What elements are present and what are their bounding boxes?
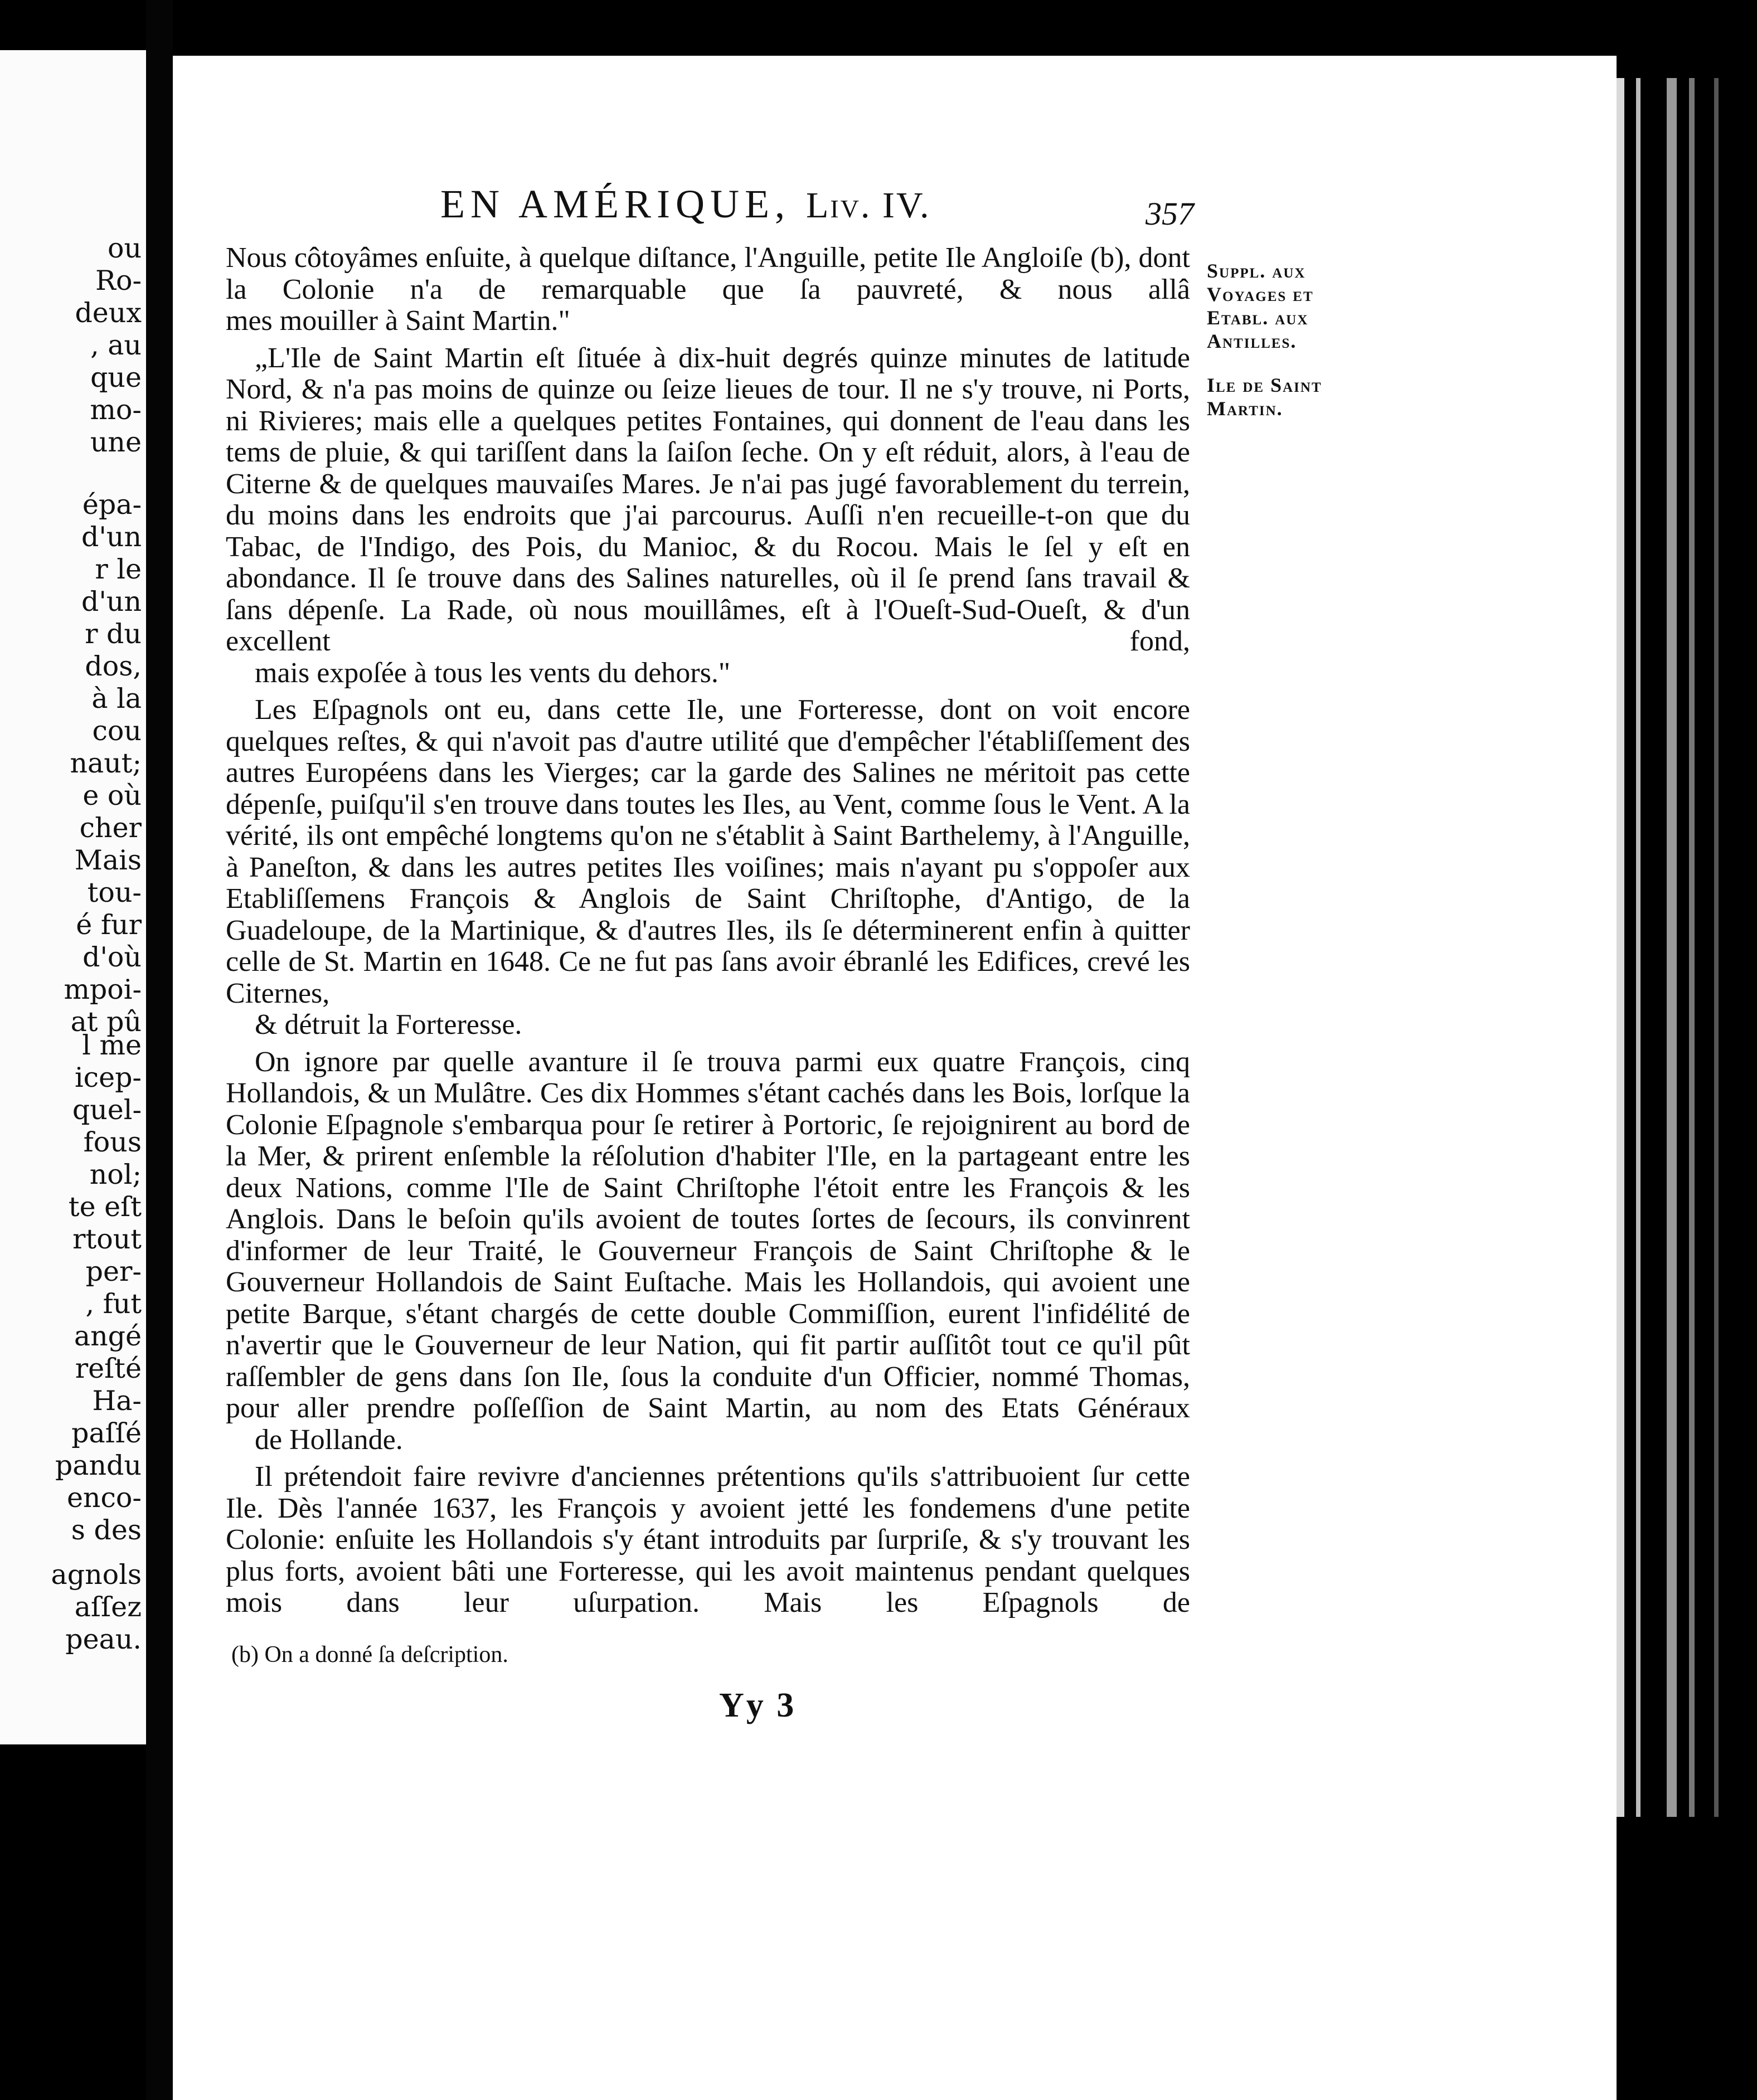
- left-page-line: e où: [82, 780, 142, 811]
- main-text: [226, 242, 1190, 1625]
- running-head: [440, 181, 930, 227]
- left-page-line: à la: [91, 683, 142, 714]
- left-page-line: angé: [74, 1320, 142, 1352]
- sidenote-supplement: Suppl. aux Voyages et Etabl. aux Antilles.: [1207, 260, 1314, 352]
- left-page-line: dos,: [85, 650, 142, 682]
- left-page-line: cher: [79, 812, 142, 844]
- paragraph-5: Il prétendoit faire revivre d'anciennes prétentions qu'ils s'attribuoient ſur cette Ile. Dès l'année 1637, les François y avoient jetté les fondemens d'une petite Colonie: enſuite les Hollandois s'y étant introduits par ſurpriſe, & s'y trouvant les plus forts, avoient bâti une Forteresse, qui les avoit maintenus pendant quelques mois dans leur uſurpation. Mais les Eſpagnols de: [226, 1461, 1190, 1618]
- left-page-line: pandu: [55, 1450, 142, 1481]
- left-page-line: aſſez: [74, 1591, 142, 1623]
- signature-mark: Yy 3: [719, 1686, 797, 1724]
- left-page-line: naut;: [70, 747, 142, 779]
- left-page-line: ou: [107, 232, 142, 264]
- left-page-line: enco-: [66, 1482, 142, 1514]
- paragraph-1: Nous côtoyâmes enſuite, à quelque diſtance, l'Anguille, petite Ile Angloiſe (b), dont la Colonie n'a de remarquable que ſa pauvreté, & nous allâ mes mouiller à Saint Martin.": [226, 242, 1190, 337]
- left-page-line: mo-: [90, 394, 142, 426]
- page-number: 357: [1146, 196, 1194, 232]
- left-page-line: , au: [90, 329, 142, 361]
- left-page-line: icep-: [74, 1062, 142, 1093]
- left-page-line: rtout: [72, 1223, 142, 1255]
- left-page-line: fous: [83, 1126, 142, 1158]
- running-head-title: EN AMÉRIQUE,: [440, 182, 790, 226]
- left-page-line: r du: [85, 618, 142, 650]
- left-page-line: agnols: [51, 1559, 142, 1591]
- left-page-line: at pû: [70, 1006, 142, 1038]
- page-edge: [1689, 78, 1695, 1817]
- left-page-line: mpoi-: [64, 974, 142, 1005]
- left-page-line: d'un: [81, 586, 142, 618]
- left-page-line: Ro-: [95, 265, 142, 296]
- left-page-line: tou-: [87, 877, 142, 908]
- left-page-line: deux: [75, 297, 142, 329]
- left-page-line: nol;: [89, 1159, 142, 1190]
- left-page-line: paſſé: [71, 1417, 142, 1449]
- left-page-line: Ha-: [92, 1385, 142, 1417]
- left-page-line: d'un: [81, 521, 142, 553]
- page-edge: [1667, 78, 1677, 1817]
- paragraph-2: „L'Ile de Saint Martin eſt ſituée à dix-huit degrés quinze minutes de latitude Nord, & n'a pas moins de quinze ou ſeize lieues de tour. Il ne s'y trouve, ni Ports, ni Rivieres; mais elle a quelques petites Fontaines, qui donnent de l'eau dans les tems de pluie, & qui tariſſent dans la ſaiſon ſeche. On y eſt réduit, alors, à l'eau de Citerne & de quelques mauvaiſes Mares. Je n'ai pas jugé favorablement du terrein, du moins dans les endroits que j'ai parcourus. Auſſi n'en recueille-t-on que du Tabac, de l'Indigo, des Pois, du Manioc, & du Rocou. Mais le ſel y eſt en abondance. Il ſe trouve dans des Salines naturelles, où il ſe prend ſans travail & ſans dépenſe. La Rade, où nous mouillâmes, eſt à l'Oueſt-Sud-Oueſt, & d'un excellent fond, mais expoſée à tous les vents du dehors.": [226, 342, 1190, 689]
- paragraph-3: Les Eſpagnols ont eu, dans cette Ile, une Forteresse, dont on voit encore quelques reſtes, & qui n'avoit pas d'autre utilité que d'empêcher l'établiſſement des autres Européens dans les Vierges; car la garde des Salines ne méritoit pas cette dépenſe, puiſqu'il s'en trouve dans toutes les Iles, au Vent, comme ſous le Vent. A la vérité, ils ont empêché longtems qu'on ne s'établit à Saint Barthelemy, à l'Anguille, à Paneſton, & dans les autres petites Iles voiſines; mais n'ayant pu s'oppoſer aux Etabliſſemens François & Anglois de Saint Chriſtophe, d'Antigo, de la Guadeloupe, de la Martinique, & d'autres Iles, ils ſe déterminerent enfin à quitter celle de St. Martin en 1648. Ce ne fut pas ſans avoir ébranlé les Edifices, crevé les Citernes, & détruit la Forteresse.: [226, 694, 1190, 1041]
- left-page-line: é fur: [76, 909, 142, 941]
- left-page-line: cou: [92, 715, 142, 747]
- left-page-fragment: [0, 50, 146, 1744]
- paragraph-4: On ignore par quelle avanture il ſe trouva parmi eux quatre François, cinq Hollandois, & un Mulâtre. Ces dix Hommes s'étant cachés dans les Bois, lorſque la Colonie Eſpagnole s'embarqua pour ſe retirer à Portoric, ſe rejoignirent au bord de la Mer, & prirent enſemble la réſolution d'habiter l'Ile, en la partageant entre les deux Nations, comme l'Ile de Saint Chriſtophe l'étoit entre les François & les Anglois. Dans le beſoin qu'ils avoient de toutes ſortes de ſecours, ils convinrent d'informer de leur Traité, le Gouverneur François de Saint Chriſtophe & le Gouverneur Hollandois de Saint Euſtache. Mais les Hollandois, qui avoient une petite Barque, s'étant chargés de cette double Commiſſion, eurent l'infidélité de n'avertir que le Gouverneur de leur Nation, qui fit partir auſſitôt tout ce qu'il pût raſſembler de gens dans ſon Ile, ſous la conduite d'un Officier, nommé Thomas, pour aller prendre poſſeſſion de Saint Martin, au nom des Etats Généraux de Hollande.: [226, 1046, 1190, 1456]
- left-page-line: peau.: [65, 1623, 142, 1655]
- left-page-line: quel-: [72, 1094, 142, 1126]
- left-page-line: per-: [85, 1256, 142, 1287]
- left-page-line: Mais: [74, 844, 142, 876]
- left-page-line: r le: [95, 553, 142, 585]
- left-page-line: te eſt: [68, 1191, 142, 1223]
- left-page-line: que: [90, 362, 142, 393]
- running-head-book: Liv. IV.: [805, 185, 931, 226]
- left-page-line: une: [90, 426, 142, 458]
- page-edge: [1714, 78, 1719, 1817]
- left-page-line: , fut: [85, 1288, 142, 1320]
- page-edge: [1617, 78, 1624, 1817]
- page-edge: [1636, 78, 1640, 1817]
- left-page-line: l me: [82, 1029, 142, 1061]
- left-page-line: reſté: [75, 1353, 142, 1384]
- sidenote-saint-martin: Ile de Saint Martin.: [1207, 374, 1322, 420]
- left-page-line: d'où: [82, 941, 142, 973]
- footnote: (b) On a donné ſa deſcription.: [231, 1642, 508, 1668]
- book-gutter: [146, 0, 173, 2100]
- book-page: [173, 56, 1617, 2100]
- left-page-line: s des: [71, 1514, 142, 1546]
- left-page-line: épa-: [82, 489, 142, 521]
